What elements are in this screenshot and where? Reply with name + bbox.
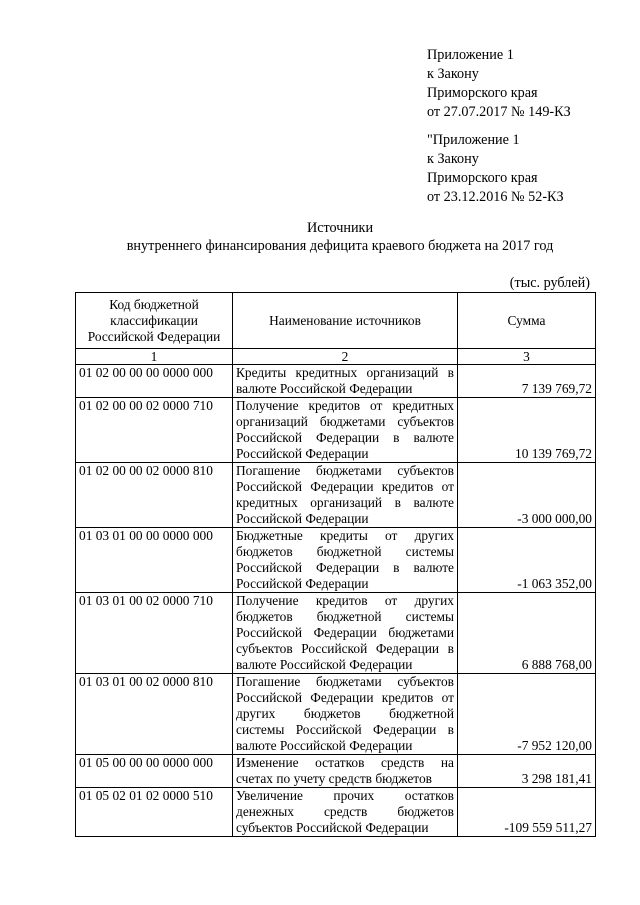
- row-amount: -7 952 120,00: [458, 674, 596, 755]
- row-amount: 3 298 181,41: [458, 755, 596, 788]
- appendix-line: Приложение 1: [427, 47, 514, 63]
- row-name: Увеличение прочих остатков денежных средств бюджетов субъектов Российской Федерации: [233, 788, 458, 837]
- row-amount: 10 139 769,72: [458, 398, 596, 463]
- appendix-line: к Закону: [427, 151, 479, 167]
- financing-sources-table: [75, 292, 596, 837]
- row-code: 01 03 01 00 00 0000 000: [76, 528, 233, 593]
- table-row: [76, 528, 596, 593]
- appendix-original-reference: [427, 131, 564, 207]
- row-name: Погашение бюджетами субъектов Российской Федерации кредитов от других бюджетов бюджетной системы Российской Федерации в валюте Российской Федерации: [233, 674, 458, 755]
- row-amount: -1 063 352,00: [458, 528, 596, 593]
- row-amount: -109 559 511,27: [458, 788, 596, 837]
- row-name: Получение кредитов от кредитных организаций бюджетами субъектов Российской Федерации в валюте Российской Федерации: [233, 398, 458, 463]
- appendix-line: от 27.07.2017 № 149-КЗ: [427, 104, 571, 120]
- column-number: 2: [233, 349, 458, 365]
- table-row: [76, 593, 596, 674]
- column-number-row: [76, 349, 596, 365]
- row-code: 01 05 02 01 02 0000 510: [76, 788, 233, 837]
- appendix-line: к Закону: [427, 66, 479, 82]
- appendix-line: Приморского края: [427, 85, 538, 101]
- column-header-code: Код бюджетной классификации Российской Федерации: [76, 293, 233, 349]
- units-label: (тыс. рублей): [509, 275, 590, 291]
- column-number: 1: [76, 349, 233, 365]
- table-row: [76, 365, 596, 398]
- row-amount: 7 139 769,72: [458, 365, 596, 398]
- column-number: 3: [458, 349, 596, 365]
- appendix-current-reference: [427, 46, 571, 122]
- document-title: Источники: [306, 220, 374, 236]
- appendix-line: от 23.12.2016 № 52-КЗ: [427, 189, 564, 205]
- row-amount: -3 000 000,00: [458, 463, 596, 528]
- row-name: Погашение бюджетами субъектов Российской Федерации кредитов от кредитных организаций в валюте Российской Федерации: [233, 463, 458, 528]
- column-header-name: Наименование источников: [233, 293, 458, 349]
- row-code: 01 05 00 00 00 0000 000: [76, 755, 233, 788]
- table-row: [76, 755, 596, 788]
- table-row: [76, 674, 596, 755]
- row-amount: 6 888 768,00: [458, 593, 596, 674]
- row-name: Бюджетные кредиты от других бюджетов бюджетной системы Российской Федерации в валюте Российской Федерации: [233, 528, 458, 593]
- appendix-line: "Приложение 1: [427, 132, 520, 148]
- table-row: [76, 398, 596, 463]
- row-code: 01 03 01 00 02 0000 710: [76, 593, 233, 674]
- table-row: [76, 788, 596, 837]
- row-name: Получение кредитов от других бюджетов бюджетной системы Российской Федерации бюджетами субъектов Российской Федерации в валюте Российской Федерации: [233, 593, 458, 674]
- row-name: Кредиты кредитных организаций в валюте Российской Федерации: [233, 365, 458, 398]
- row-name: Изменение остатков средств на счетах по учету средств бюджетов: [233, 755, 458, 788]
- table-row: [76, 463, 596, 528]
- row-code: 01 03 01 00 02 0000 810: [76, 674, 233, 755]
- document-subtitle: внутреннего финансирования дефицита краевого бюджета на 2017 год: [126, 238, 554, 254]
- appendix-line: Приморского края: [427, 170, 538, 186]
- row-code: 01 02 00 00 02 0000 710: [76, 398, 233, 463]
- row-code: 01 02 00 00 00 0000 000: [76, 365, 233, 398]
- column-header-amount: Сумма: [458, 293, 596, 349]
- row-code: 01 02 00 00 02 0000 810: [76, 463, 233, 528]
- table-header-row: [76, 293, 596, 349]
